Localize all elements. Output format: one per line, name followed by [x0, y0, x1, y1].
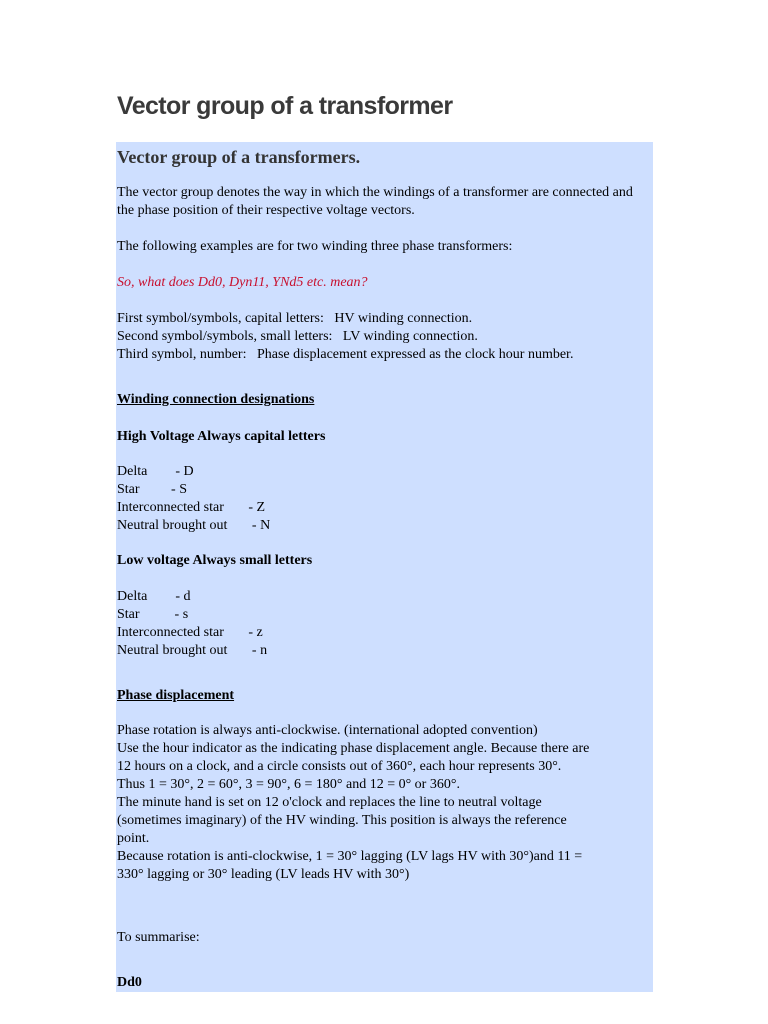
text-line: Use the hour indicator as the indicating phase displacement angle. Because there are	[117, 741, 590, 756]
list-item: Interconnected star - Z	[117, 500, 266, 515]
winding-heading: Winding connection designations	[117, 392, 315, 407]
question-line: So, what does Dd0, Dyn11, YNd5 etc. mean?	[117, 275, 368, 290]
lv-list	[117, 588, 267, 660]
dd0-heading: Dd0	[117, 975, 142, 990]
phase-paragraph	[117, 722, 589, 884]
symbol-line: First symbol/symbols, capital letters: HV winding connection.	[117, 311, 473, 326]
symbols-list	[117, 310, 573, 364]
list-item: Delta - D	[117, 464, 194, 479]
intro-paragraph: The vector group denotes the way in which the windings of a transformer are connected and the phase position of their respective voltage vectors.	[117, 185, 633, 218]
text-line: Phase rotation is always anti-clockwise. (international adopted convention)	[117, 723, 538, 738]
list-item: Neutral brought out - n	[117, 643, 268, 658]
list-item: Delta - d	[117, 589, 191, 604]
text-line: 330° lagging or 30° leading (LV leads HV with 30°)	[117, 867, 410, 882]
list-item: Star - S	[117, 482, 187, 497]
page-title: Vector group of a transformer	[117, 92, 453, 120]
document-heading: Vector group of a transformers.	[117, 147, 361, 167]
list-item: Interconnected star - z	[117, 625, 263, 640]
list-item: Neutral brought out - N	[117, 518, 271, 533]
hv-heading: High Voltage Always capital letters	[117, 429, 326, 444]
text-line: (sometimes imaginary) of the HV winding. This position is always the reference	[117, 813, 567, 828]
text-line: Thus 1 = 30°, 2 = 60°, 3 = 90°, 6 = 180° and 12 = 0° or 360°.	[117, 777, 460, 792]
hv-list	[117, 463, 270, 535]
text-line: 12 hours on a clock, and a circle consists out of 360°, each hour represents 30°.	[117, 759, 562, 774]
phase-heading: Phase displacement	[117, 688, 235, 703]
summarise-line: To summarise:	[117, 930, 200, 945]
text-line: The minute hand is set on 12 o'clock and replaces the line to neutral voltage	[117, 795, 542, 810]
list-item: Star - s	[117, 607, 189, 622]
lv-heading: Low voltage Always small letters	[117, 553, 313, 568]
symbol-line: Second symbol/symbols, small letters: LV winding connection.	[117, 329, 478, 344]
symbol-line: Third symbol, number: Phase displacement expressed as the clock hour number.	[117, 347, 574, 362]
examples-line: The following examples are for two winding three phase transformers:	[117, 239, 513, 254]
document-body	[116, 142, 653, 992]
text-line: Because rotation is anti-clockwise, 1 = 30° lagging (LV lags HV with 30°)and 11 =	[117, 849, 583, 864]
text-line: point.	[117, 831, 150, 846]
